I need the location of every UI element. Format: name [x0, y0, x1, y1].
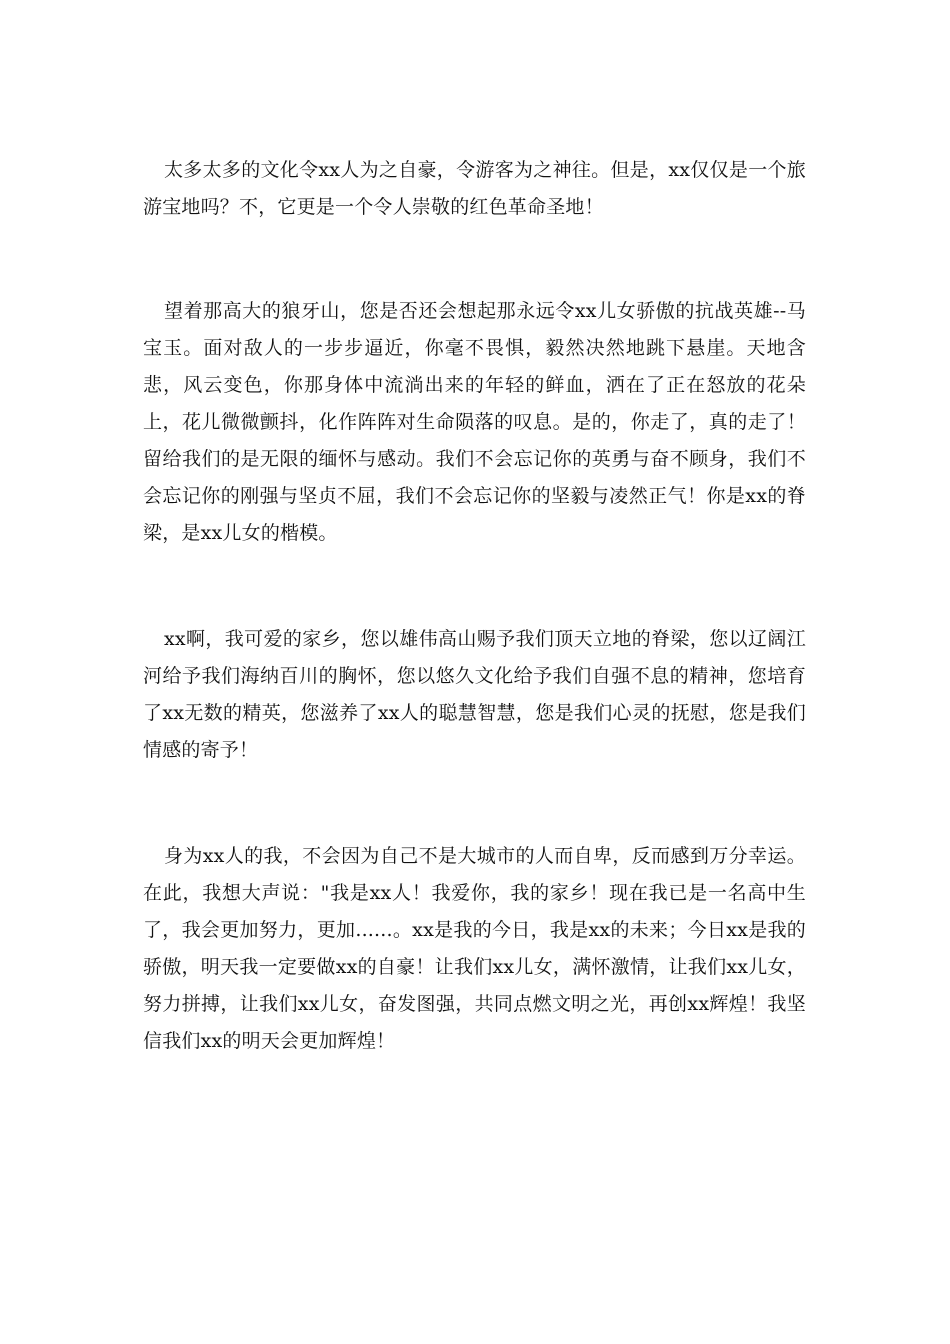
paragraph-3: xx啊，我可爱的家乡，您以雄伟高山赐予我们顶天立地的脊梁，您以辽阔江河给予我们海纳百川的胸怀，您以悠久文化给予我们自强不息的精神，您培育了xx无数的精英，您滋养了xx人的聪慧智慧，您是我们心灵的抚慰，您是我们情感的寄予！: [143, 628, 806, 761]
paragraph-2: 望着那高大的狼牙山，您是否还会想起那永远令xx儿女骄傲的抗战英雄--马宝玉。面对敌人的一步步逼近，你毫不畏惧，毅然决然地跳下悬崖。天地含悲，风云变色，你那身体中流淌出来的年轻的鲜血，洒在了正在怒放的花朵上，花儿微微颤抖，化作阵阵对生命陨落的叹息。是的，你走了，真的走了！留给我们的是无限的缅怀与感动。我们不会忘记你的英勇与奋不顾身，我们不会忘记你的刚强与坚贞不屈，我们不会忘记你的坚毅与凌然正气！你是xx的脊梁，是xx儿女的楷模。: [143, 300, 806, 544]
paragraph-1: 太多太多的文化令xx人为之自豪，令游客为之神往。但是，xx仅仅是一个旅游宝地吗？不，它更是一个令人崇敬的红色革命圣地！: [143, 159, 806, 218]
paragraph-4: 身为xx人的我，不会因为自己不是大城市的人而自卑，反而感到万分幸运。在此，我想大声说："我是xx人！我爱你，我的家乡！现在我已是一名高中生了，我会更加努力，更加......。xx是我的今日，我是xx的未来；今日xx是我的骄傲，明天我一定要做xx的自豪！让我们xx儿女，满怀激情，让我们xx儿女，努力拼搏，让我们xx儿女，奋发图强，共同点燃文明之光，再创xx辉煌！我坚信我们xx的明天会更加辉煌！: [143, 845, 806, 1052]
